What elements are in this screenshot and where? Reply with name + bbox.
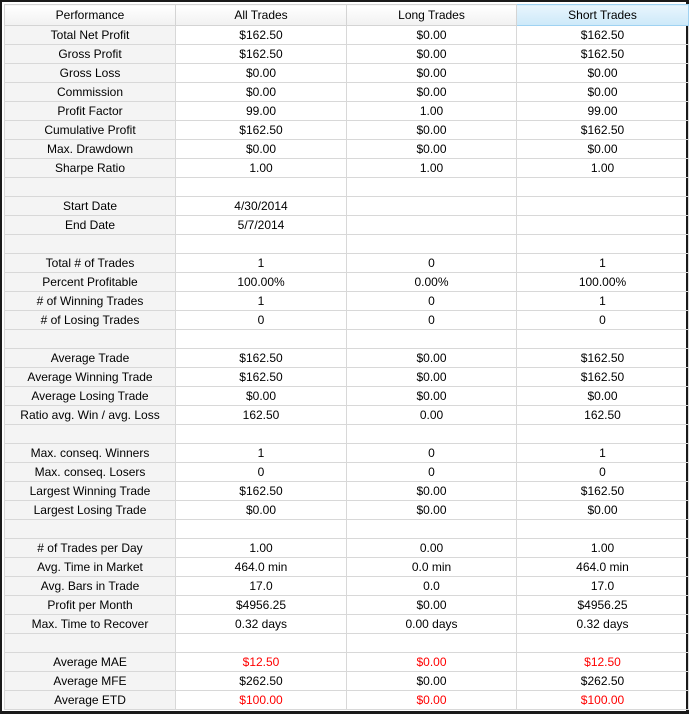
row-label[interactable] xyxy=(5,634,176,653)
table-row[interactable] xyxy=(5,672,689,691)
spacer-row[interactable] xyxy=(5,330,689,349)
long-trades-value[interactable] xyxy=(347,235,517,254)
all-trades-value[interactable]: $0.00 xyxy=(176,64,347,83)
row-label[interactable] xyxy=(5,330,176,349)
table-row[interactable] xyxy=(5,216,689,235)
table-row[interactable] xyxy=(5,254,689,273)
spacer-row[interactable] xyxy=(5,425,689,444)
all-trades-value[interactable]: 1 xyxy=(176,292,347,311)
long-trades-value[interactable]: 0.00 xyxy=(347,406,517,425)
short-trades-value[interactable] xyxy=(517,178,689,197)
all-trades-value[interactable]: $12.50 xyxy=(176,653,347,672)
row-label[interactable] xyxy=(5,425,176,444)
long-trades-value[interactable]: $0.00 xyxy=(347,83,517,102)
all-trades-value[interactable]: 1 xyxy=(176,444,347,463)
row-label[interactable]: Sharpe Ratio xyxy=(5,159,176,178)
short-trades-value[interactable] xyxy=(517,520,689,539)
header-row xyxy=(5,5,689,26)
table-row[interactable] xyxy=(5,653,689,672)
long-trades-value[interactable] xyxy=(347,520,517,539)
row-label[interactable]: Average MAE xyxy=(5,653,176,672)
all-trades-value[interactable] xyxy=(176,178,347,197)
short-trades-value[interactable]: 1 xyxy=(517,292,689,311)
all-trades-value[interactable]: $0.00 xyxy=(176,501,347,520)
short-trades-value[interactable] xyxy=(517,197,689,216)
all-trades-value[interactable]: 464.0 min xyxy=(176,558,347,577)
all-trades-value[interactable] xyxy=(176,235,347,254)
row-label[interactable]: Average ETD xyxy=(5,691,176,710)
performance-grid xyxy=(4,4,689,710)
table-row[interactable] xyxy=(5,691,689,710)
short-trades-value[interactable]: 464.0 min xyxy=(517,558,689,577)
row-label[interactable]: Total # of Trades xyxy=(5,254,176,273)
short-trades-value[interactable]: $162.50 xyxy=(517,482,689,501)
short-trades-value[interactable]: $162.50 xyxy=(517,349,689,368)
table-row[interactable] xyxy=(5,311,689,330)
table-row[interactable] xyxy=(5,140,689,159)
all-trades-value[interactable]: 100.00% xyxy=(176,273,347,292)
short-trades-value[interactable]: 0.32 days xyxy=(517,615,689,634)
table-row[interactable] xyxy=(5,121,689,140)
row-label[interactable]: Average MFE xyxy=(5,672,176,691)
spacer-row[interactable] xyxy=(5,235,689,254)
short-trades-value[interactable] xyxy=(517,216,689,235)
table-row[interactable] xyxy=(5,349,689,368)
short-trades-value[interactable]: $162.50 xyxy=(517,26,689,45)
long-trades-value[interactable]: 0 xyxy=(347,292,517,311)
short-trades-value[interactable]: $162.50 xyxy=(517,121,689,140)
column-header-short-trades[interactable]: Short Trades xyxy=(517,5,689,26)
long-trades-value[interactable]: $0.00 xyxy=(347,140,517,159)
all-trades-value[interactable]: $262.50 xyxy=(176,672,347,691)
long-trades-value[interactable]: 0 xyxy=(347,444,517,463)
all-trades-value[interactable]: $162.50 xyxy=(176,45,347,64)
row-label[interactable]: Profit Factor xyxy=(5,102,176,121)
row-label[interactable] xyxy=(5,235,176,254)
long-trades-value[interactable] xyxy=(347,178,517,197)
table-row[interactable] xyxy=(5,596,689,615)
table-row[interactable] xyxy=(5,45,689,64)
short-trades-value[interactable]: $0.00 xyxy=(517,501,689,520)
row-label[interactable] xyxy=(5,178,176,197)
column-header-all-trades[interactable]: All Trades xyxy=(176,5,347,26)
table-row[interactable] xyxy=(5,197,689,216)
row-label[interactable]: Max. Time to Recover xyxy=(5,615,176,634)
row-label[interactable]: Commission xyxy=(5,83,176,102)
short-trades-value[interactable]: 1 xyxy=(517,444,689,463)
row-label[interactable] xyxy=(5,520,176,539)
all-trades-value[interactable]: $0.00 xyxy=(176,387,347,406)
row-label[interactable]: # of Losing Trades xyxy=(5,311,176,330)
table-row[interactable] xyxy=(5,406,689,425)
long-trades-value[interactable] xyxy=(347,330,517,349)
all-trades-value[interactable] xyxy=(176,634,347,653)
all-trades-value[interactable]: $162.50 xyxy=(176,482,347,501)
all-trades-value[interactable]: $4956.25 xyxy=(176,596,347,615)
all-trades-value[interactable]: $0.00 xyxy=(176,140,347,159)
short-trades-value[interactable]: 17.0 xyxy=(517,577,689,596)
all-trades-value[interactable]: 4/30/2014 xyxy=(176,197,347,216)
row-label[interactable]: Start Date xyxy=(5,197,176,216)
short-trades-value[interactable]: $162.50 xyxy=(517,368,689,387)
row-label[interactable]: Avg. Bars in Trade xyxy=(5,577,176,596)
all-trades-value[interactable] xyxy=(176,330,347,349)
row-label[interactable]: Cumulative Profit xyxy=(5,121,176,140)
short-trades-value[interactable]: $0.00 xyxy=(517,387,689,406)
all-trades-value[interactable]: 17.0 xyxy=(176,577,347,596)
long-trades-value[interactable]: $0.00 xyxy=(347,691,517,710)
row-label[interactable]: Largest Winning Trade xyxy=(5,482,176,501)
long-trades-value[interactable]: 0 xyxy=(347,254,517,273)
long-trades-value[interactable]: $0.00 xyxy=(347,45,517,64)
table-row[interactable] xyxy=(5,387,689,406)
row-label[interactable]: Avg. Time in Market xyxy=(5,558,176,577)
table-row[interactable] xyxy=(5,64,689,83)
table-row[interactable] xyxy=(5,83,689,102)
all-trades-value[interactable]: $0.00 xyxy=(176,83,347,102)
short-trades-value[interactable] xyxy=(517,235,689,254)
table-row[interactable] xyxy=(5,444,689,463)
short-trades-value[interactable]: 99.00 xyxy=(517,102,689,121)
short-trades-value[interactable]: $162.50 xyxy=(517,45,689,64)
all-trades-value[interactable]: 5/7/2014 xyxy=(176,216,347,235)
long-trades-value[interactable]: 0.00 xyxy=(347,539,517,558)
long-trades-value[interactable]: $0.00 xyxy=(347,482,517,501)
table-row[interactable] xyxy=(5,292,689,311)
table-row[interactable] xyxy=(5,102,689,121)
long-trades-value[interactable]: 0.00 days xyxy=(347,615,517,634)
table-row[interactable] xyxy=(5,539,689,558)
long-trades-value[interactable] xyxy=(347,197,517,216)
long-trades-value[interactable]: $0.00 xyxy=(347,64,517,83)
all-trades-value[interactable] xyxy=(176,520,347,539)
long-trades-value[interactable] xyxy=(347,634,517,653)
row-label[interactable]: Max. conseq. Winners xyxy=(5,444,176,463)
table-row[interactable] xyxy=(5,482,689,501)
table-row[interactable] xyxy=(5,368,689,387)
short-trades-value[interactable] xyxy=(517,634,689,653)
short-trades-value[interactable]: 100.00% xyxy=(517,273,689,292)
all-trades-value[interactable]: $162.50 xyxy=(176,121,347,140)
row-label[interactable]: Percent Profitable xyxy=(5,273,176,292)
row-label[interactable]: Largest Losing Trade xyxy=(5,501,176,520)
long-trades-value[interactable]: $0.00 xyxy=(347,501,517,520)
short-trades-value[interactable]: 0 xyxy=(517,463,689,482)
all-trades-value[interactable]: 162.50 xyxy=(176,406,347,425)
row-label[interactable]: Total Net Profit xyxy=(5,26,176,45)
row-label[interactable]: Profit per Month xyxy=(5,596,176,615)
short-trades-value[interactable]: 1 xyxy=(517,254,689,273)
row-label[interactable]: Gross Profit xyxy=(5,45,176,64)
short-trades-value[interactable]: $100.00 xyxy=(517,691,689,710)
row-label[interactable]: Ratio avg. Win / avg. Loss xyxy=(5,406,176,425)
table-row[interactable] xyxy=(5,577,689,596)
table-row[interactable] xyxy=(5,463,689,482)
spacer-row[interactable] xyxy=(5,178,689,197)
short-trades-value[interactable]: $0.00 xyxy=(517,83,689,102)
table-row[interactable] xyxy=(5,159,689,178)
row-label[interactable]: # of Winning Trades xyxy=(5,292,176,311)
table-row[interactable] xyxy=(5,558,689,577)
long-trades-value[interactable]: $0.00 xyxy=(347,121,517,140)
short-trades-value[interactable]: 162.50 xyxy=(517,406,689,425)
row-label[interactable]: Gross Loss xyxy=(5,64,176,83)
table-row[interactable] xyxy=(5,615,689,634)
long-trades-value[interactable]: $0.00 xyxy=(347,653,517,672)
long-trades-value[interactable] xyxy=(347,216,517,235)
row-label[interactable]: End Date xyxy=(5,216,176,235)
long-trades-value[interactable]: $0.00 xyxy=(347,368,517,387)
table-row[interactable] xyxy=(5,26,689,45)
long-trades-value[interactable]: $0.00 xyxy=(347,349,517,368)
short-trades-value[interactable]: $0.00 xyxy=(517,64,689,83)
all-trades-value[interactable]: 0.32 days xyxy=(176,615,347,634)
spacer-row[interactable] xyxy=(5,634,689,653)
row-label[interactable]: Average Winning Trade xyxy=(5,368,176,387)
all-trades-value[interactable]: 1.00 xyxy=(176,159,347,178)
row-label[interactable]: # of Trades per Day xyxy=(5,539,176,558)
short-trades-value[interactable]: 1.00 xyxy=(517,159,689,178)
row-label[interactable]: Max. conseq. Losers xyxy=(5,463,176,482)
long-trades-value[interactable]: $0.00 xyxy=(347,596,517,615)
all-trades-value[interactable]: $162.50 xyxy=(176,26,347,45)
short-trades-value[interactable] xyxy=(517,330,689,349)
short-trades-value[interactable]: $0.00 xyxy=(517,140,689,159)
long-trades-value[interactable]: 0.0 xyxy=(347,577,517,596)
short-trades-value[interactable] xyxy=(517,425,689,444)
row-label[interactable]: Average Trade xyxy=(5,349,176,368)
column-header-performance[interactable]: Performance xyxy=(5,5,176,26)
short-trades-value[interactable]: 1.00 xyxy=(517,539,689,558)
long-trades-value[interactable] xyxy=(347,425,517,444)
long-trades-value[interactable]: 0.0 min xyxy=(347,558,517,577)
long-trades-value[interactable]: $0.00 xyxy=(347,387,517,406)
column-header-long-trades[interactable]: Long Trades xyxy=(347,5,517,26)
all-trades-value[interactable]: 0 xyxy=(176,463,347,482)
all-trades-value[interactable]: 1.00 xyxy=(176,539,347,558)
all-trades-value[interactable]: 0 xyxy=(176,311,347,330)
table-row[interactable] xyxy=(5,273,689,292)
all-trades-value[interactable]: $162.50 xyxy=(176,349,347,368)
short-trades-value[interactable]: $262.50 xyxy=(517,672,689,691)
long-trades-value[interactable]: 0.00% xyxy=(347,273,517,292)
long-trades-value[interactable]: 1.00 xyxy=(347,102,517,121)
long-trades-value[interactable]: $0.00 xyxy=(347,672,517,691)
grid-body xyxy=(5,26,689,710)
long-trades-value[interactable]: 0 xyxy=(347,311,517,330)
all-trades-value[interactable]: 1 xyxy=(176,254,347,273)
long-trades-value[interactable]: $0.00 xyxy=(347,26,517,45)
table-row[interactable] xyxy=(5,501,689,520)
long-trades-value[interactable]: 1.00 xyxy=(347,159,517,178)
long-trades-value[interactable]: 0 xyxy=(347,463,517,482)
row-label[interactable]: Average Losing Trade xyxy=(5,387,176,406)
row-label[interactable]: Max. Drawdown xyxy=(5,140,176,159)
spacer-row[interactable] xyxy=(5,520,689,539)
short-trades-value[interactable]: $4956.25 xyxy=(517,596,689,615)
short-trades-value[interactable]: $12.50 xyxy=(517,653,689,672)
all-trades-value[interactable]: $100.00 xyxy=(176,691,347,710)
short-trades-value[interactable]: 0 xyxy=(517,311,689,330)
all-trades-value[interactable] xyxy=(176,425,347,444)
all-trades-value[interactable]: $162.50 xyxy=(176,368,347,387)
all-trades-value[interactable]: 99.00 xyxy=(176,102,347,121)
